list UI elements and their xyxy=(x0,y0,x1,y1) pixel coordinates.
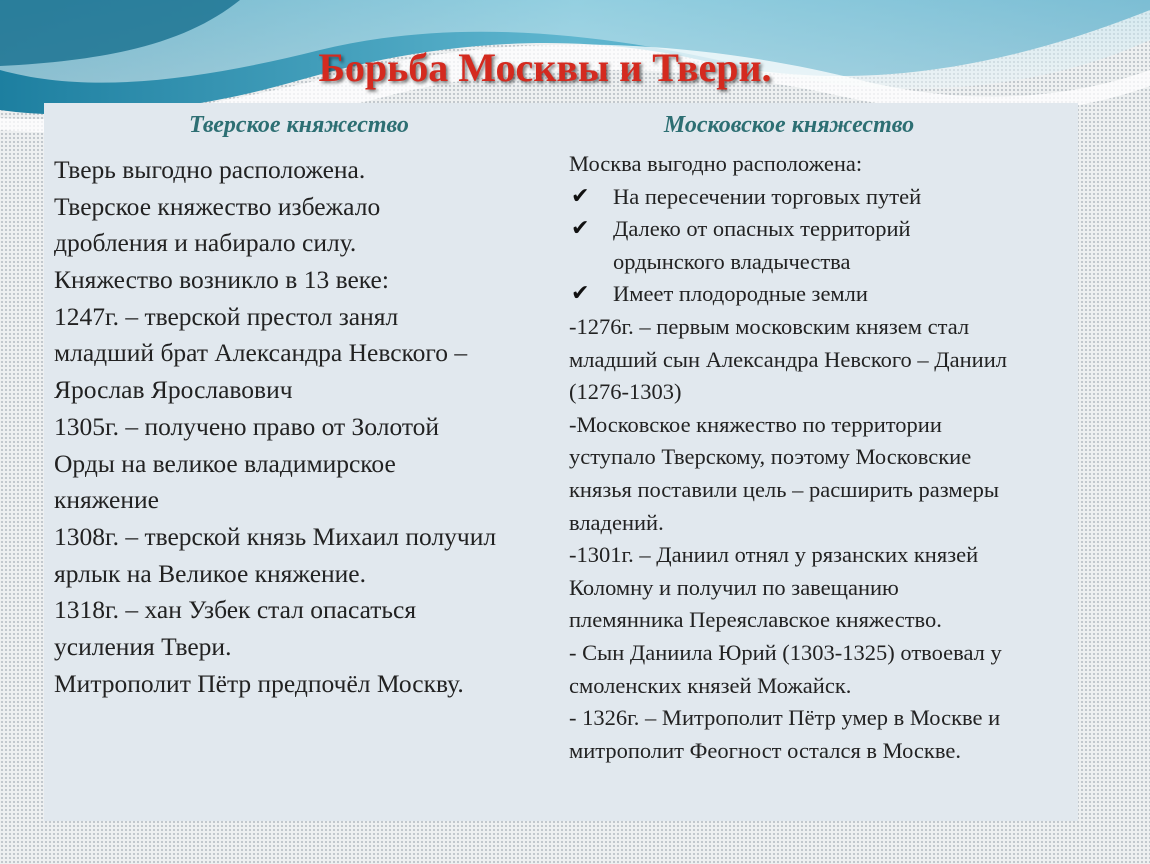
moscow-line: -1301г. – Даниил отнял у рязанских князей xyxy=(569,542,979,568)
moscow-line: смоленских князей Можайск. xyxy=(569,672,852,698)
tver-line: младший брат Александра Невского – xyxy=(54,338,468,368)
check-list-item xyxy=(569,181,1069,214)
tver-line: 1305г. – получено право от Золотой xyxy=(54,411,440,441)
moscow-line: Коломну и получил по завещанию xyxy=(569,574,899,600)
moscow-text xyxy=(569,148,1069,767)
tver-line: Тверь выгодно расположена. xyxy=(54,155,366,184)
moscow-line: (1276-1303) xyxy=(569,379,682,405)
page-title: Борьба Москвы и Твери. xyxy=(318,45,772,90)
tver-line: ярлык на Великое княжение. xyxy=(54,558,367,588)
moscow-intro: Москва выгодно расположена: xyxy=(569,151,863,176)
tver-line: 1247г. – тверской престол занял xyxy=(54,301,399,331)
check-list-item xyxy=(569,213,1069,246)
tver-line: Княжество возникло в 13 веке: xyxy=(54,265,389,295)
tver-line: 1308г. – тверской князь Михаил получил xyxy=(54,521,497,551)
tver-line: дробления и набирало силу. xyxy=(54,228,357,258)
tver-line: Тверское княжество избежало xyxy=(54,191,381,221)
check-item-text: Имеет плодородные земли xyxy=(613,281,868,307)
check-icon: ✔ xyxy=(571,281,590,307)
moscow-line: князья поставили цель – расширить размеры xyxy=(569,476,999,502)
moscow-line: -1276г. – первым московским князем стал xyxy=(569,313,970,339)
check-icon: ✔ xyxy=(571,216,590,242)
moscow-line: племянника Переяславское княжество. xyxy=(569,607,942,633)
moscow-line: уступало Тверскому, поэтому Московские xyxy=(569,444,972,470)
tver-line: Ярослав Ярославович xyxy=(54,375,293,405)
tver-line: княжение xyxy=(54,485,159,515)
tver-line: усиления Твери. xyxy=(54,631,232,661)
tver-text xyxy=(54,152,554,702)
moscow-line: владений. xyxy=(569,509,664,535)
moscow-column xyxy=(569,103,1069,767)
check-item-text: Далеко от опасных территорий xyxy=(613,216,911,242)
tver-line: Митрополит Пётр предпочёл Москву. xyxy=(54,668,464,698)
tver-line: 1318г. – хан Узбек стал опасаться xyxy=(54,595,417,625)
tver-column xyxy=(54,103,554,702)
tver-heading: Тверское княжество xyxy=(189,112,409,138)
moscow-line: митрополит Феогност остался в Москве. xyxy=(569,737,961,763)
content-panel xyxy=(44,103,1078,821)
check-item-continuation: ордынского владычества xyxy=(613,248,851,274)
moscow-line: -Московское княжество по территории xyxy=(569,411,942,437)
moscow-line: младший сын Александра Невского – Даниил xyxy=(569,346,1007,372)
check-list-item xyxy=(569,278,1069,311)
check-item-text: На пересечении торговых путей xyxy=(613,183,922,209)
moscow-heading: Московское княжество xyxy=(663,112,915,138)
moscow-line: - 1326г. – Митрополит Пётр умер в Москве и xyxy=(569,705,1001,731)
check-icon: ✔ xyxy=(571,183,590,209)
moscow-line: - Сын Даниила Юрий (1303-1325) отвоевал у xyxy=(569,639,1002,665)
tver-line: Орды на великое владимирское xyxy=(54,448,396,478)
